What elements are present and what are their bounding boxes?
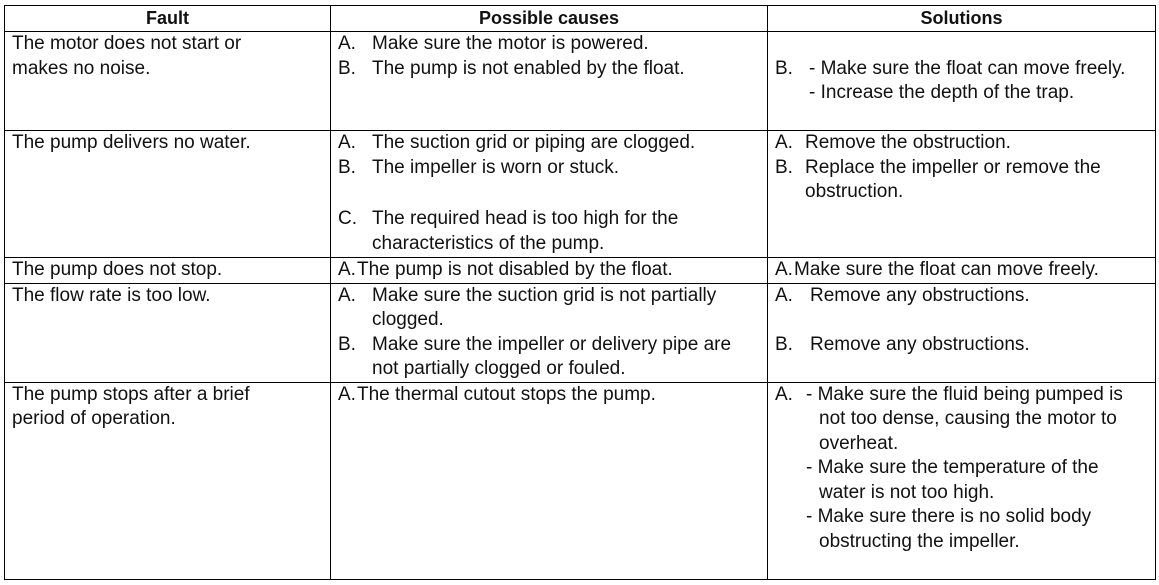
troubleshooting-table — [4, 5, 1156, 580]
header-fault: Fault — [5, 6, 331, 32]
fault-cell — [5, 283, 331, 382]
fault-text: The pump stops after a brief period of operation. — [12, 383, 250, 429]
solutions-cell — [768, 32, 1156, 131]
header-possible-causes: Possible causes — [331, 6, 768, 32]
cause-item: A. The thermal cutout stops the pump. — [338, 383, 656, 405]
solution-item: A. - Make sure the fluid being pumped is not too dense, causing the motor to overheat. - Make sure the temperature of the water is not too high. - Make sure there is no solid body obstructing the impeller. — [775, 383, 1123, 552]
table-row — [5, 32, 1156, 131]
solution-item: A. Make sure the float can move freely. — [775, 259, 1099, 280]
solutions-cell — [768, 382, 1156, 579]
solution-item: B. Replace the impeller or remove the obstruction. — [775, 156, 1101, 202]
fault-text: The flow rate is too low. — [12, 284, 211, 306]
fault-text: The pump does not stop. — [12, 259, 223, 280]
causes-cell — [331, 131, 768, 258]
fault-text: The motor does not start or makes no noise. — [12, 33, 242, 79]
cause-item: A. Make sure the suction grid is not partially clogged. — [338, 284, 717, 330]
cause-item: C. The required head is too high for the characteristics of the pump. — [338, 208, 679, 254]
cause-item: B. Make sure the impeller or delivery pipe are not partially clogged or fouled. — [338, 333, 732, 379]
fault-text: The pump delivers no water. — [12, 132, 251, 153]
table-row — [5, 258, 1156, 284]
solution-item: A. Remove any obstructions. — [775, 284, 1030, 306]
fault-cell — [5, 131, 331, 258]
solution-item: B. - Make sure the float can move freely. - Increase the depth of the trap. — [775, 57, 1126, 103]
table-row — [5, 131, 1156, 258]
causes-cell — [331, 283, 768, 382]
cause-item: B. The impeller is worn or stuck. — [338, 156, 620, 178]
solution-item: B. Remove any obstructions. — [775, 333, 1030, 355]
cause-item: A. Make sure the motor is powered. — [338, 33, 649, 54]
solutions-cell — [768, 258, 1156, 284]
cause-item: A. The suction grid or piping are clogged. — [338, 132, 696, 153]
causes-cell — [331, 382, 768, 579]
table-row — [5, 382, 1156, 579]
table-row — [5, 283, 1156, 382]
causes-cell — [331, 258, 768, 284]
fault-cell — [5, 32, 331, 131]
fault-cell — [5, 382, 331, 579]
cause-item: B. The pump is not enabled by the float. — [338, 57, 685, 79]
solutions-cell — [768, 131, 1156, 258]
fault-cell — [5, 258, 331, 284]
cause-item: A. The pump is not disabled by the float. — [338, 259, 673, 280]
solutions-cell — [768, 283, 1156, 382]
header-row — [5, 6, 1156, 32]
causes-cell — [331, 32, 768, 131]
header-solutions: Solutions — [768, 6, 1156, 32]
solution-item: A. Remove the obstruction. — [775, 132, 1011, 153]
